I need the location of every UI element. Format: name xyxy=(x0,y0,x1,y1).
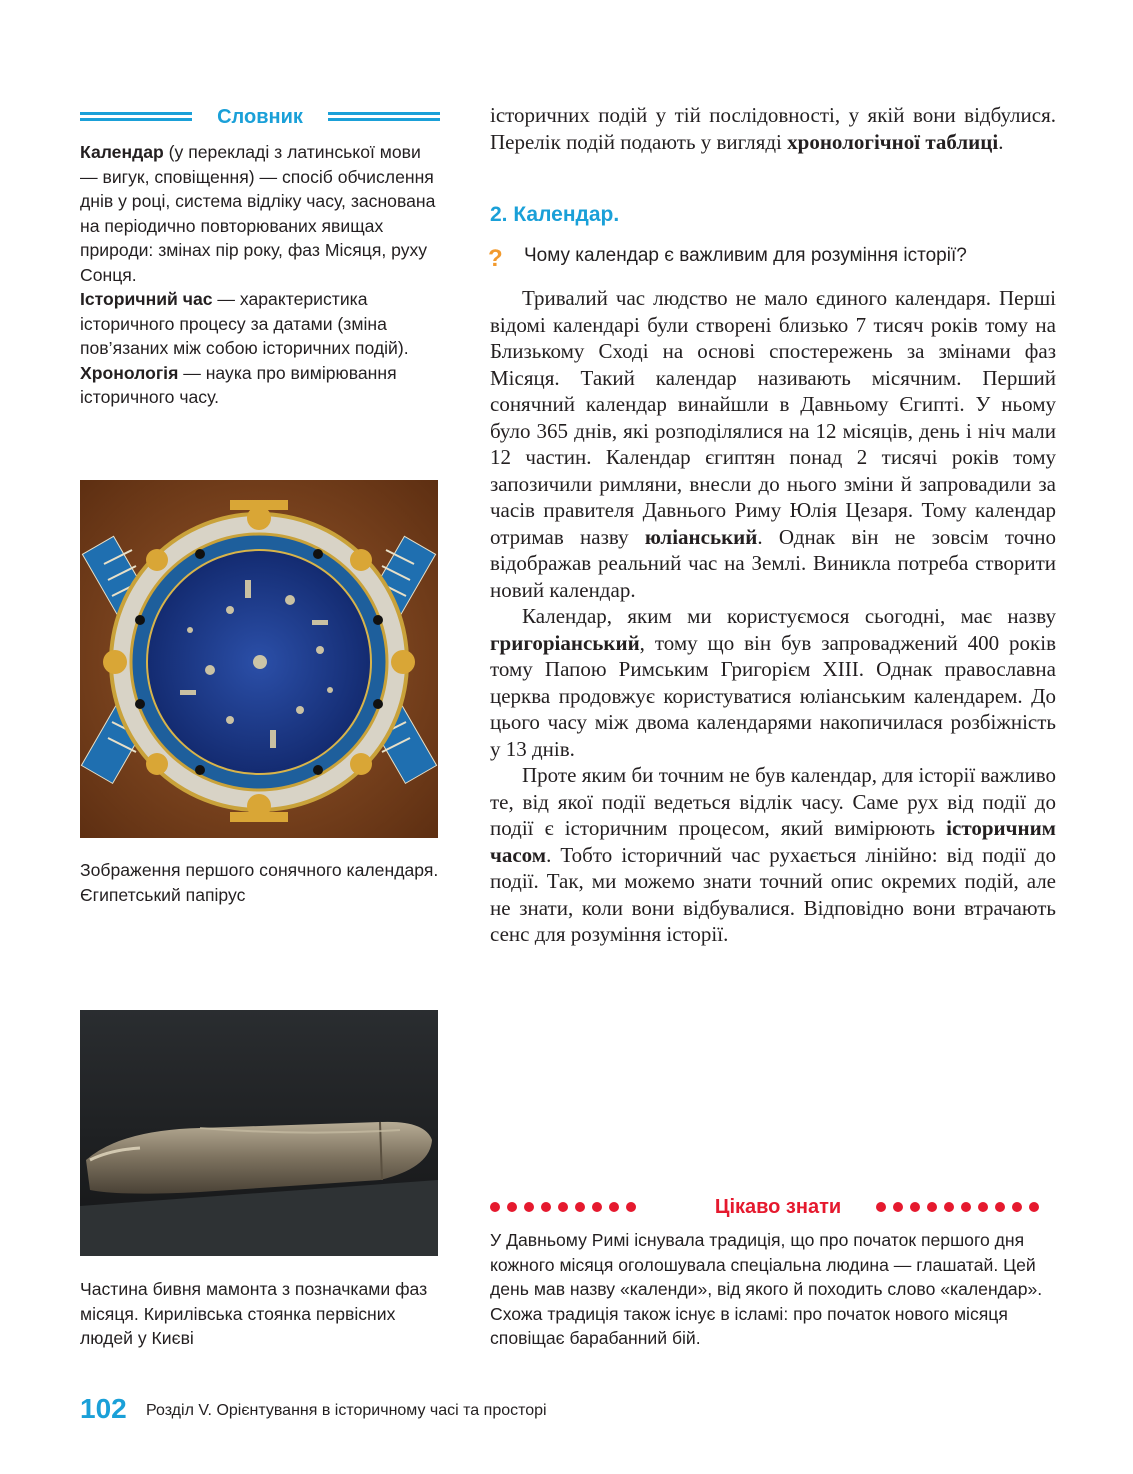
dot-icon xyxy=(575,1202,585,1212)
bold-term: історичним часом xyxy=(490,816,1056,867)
header-rule-right-2 xyxy=(328,118,440,121)
dot-icon xyxy=(626,1202,636,1212)
glossary-body xyxy=(80,140,442,410)
dot-icon xyxy=(490,1202,500,1212)
glossary-term: Хронологія xyxy=(80,362,179,383)
dot-icon xyxy=(995,1202,1005,1212)
dot-icon xyxy=(961,1202,971,1212)
header-rule-left xyxy=(80,112,192,115)
glossary-definition: — наука про вимірювання історичного часу. xyxy=(80,362,397,407)
paragraph-text: , тому що він був запроваджений 400 років тому Папою Римським Григорієм XIII. Однак православна церква продовжує користуватися юліанським календарем. До цього часу між двома календарями накопичилася розбіжність у 13 днів. xyxy=(490,630,1056,761)
glossary-entry xyxy=(80,361,442,410)
glossary-entry xyxy=(80,140,442,287)
dot-icon xyxy=(910,1202,920,1212)
page-number: 102 xyxy=(80,1393,127,1424)
egyptian-calendar-image xyxy=(80,480,438,838)
main-text xyxy=(490,285,1056,948)
section-heading: 2. Календар. xyxy=(490,203,620,226)
paragraph-text: . Тобто історичний час рухається лінійно: від події до події. Так, ми можемо знати точний опис окремих подій, але не знати, коли вони відбувалися. Відповідно вони втрачають сенс для розуміння історії. xyxy=(490,842,1056,946)
chapter-title: Розділ V. Орієнтування в історичному часі та просторі xyxy=(146,1402,547,1419)
header-rule-left-2 xyxy=(80,118,192,121)
dot-icon xyxy=(1012,1202,1022,1212)
glossary-term: Календар xyxy=(80,142,164,162)
intro-text: історичних подій у тій послідовності, у якій вони відбулися. Перелік подій подають у вигляді xyxy=(490,103,1056,154)
paragraph-text: . Однак він не зовсім точно відображав реальний час на Землі. Виникла потреба створити новий календар. xyxy=(490,524,1056,602)
dot-icon xyxy=(927,1202,937,1212)
dot-icon xyxy=(876,1202,886,1212)
dot-icon xyxy=(541,1202,551,1212)
paragraph xyxy=(490,603,1056,762)
image-caption: Зображення першого сонячного календаря. Єгипетський папірус xyxy=(80,860,439,905)
image-caption: Частина бивня мамонта з позначками фаз місяця. Кирилівська стоянка первісних людей у Києві xyxy=(80,1279,428,1348)
dot-icon xyxy=(507,1202,517,1212)
question-mark-icon: ? xyxy=(488,245,503,272)
tusk-illustration xyxy=(80,1010,438,1256)
dot-icon xyxy=(944,1202,954,1212)
glossary-definition: — характеристика історичного процесу за датами (зміна пов’язаних між собою історичних подій). xyxy=(80,289,409,358)
intro-bold-term: хронологічної таблиці xyxy=(787,129,999,154)
dots-right xyxy=(876,1202,1039,1212)
facts-header xyxy=(490,1194,1056,1220)
dots-left xyxy=(490,1202,636,1212)
paragraph-text: Проте яким би точним не був календар, для історії важливо те, від якої події ведеться відлік часу. Саме рух від події до події є історичним процесом, який вимірюють xyxy=(490,763,1056,840)
dot-icon xyxy=(609,1202,619,1212)
glossary-header xyxy=(80,104,440,130)
dot-icon xyxy=(893,1202,903,1212)
facts-title: Цікаво знати xyxy=(714,1196,842,1218)
mammoth-tusk-image xyxy=(80,1010,438,1256)
dot-icon xyxy=(524,1202,534,1212)
intro-paragraph xyxy=(490,102,1056,155)
header-rule-right xyxy=(328,112,440,115)
glossary-term: Історичний час xyxy=(80,289,213,309)
dot-icon xyxy=(978,1202,988,1212)
bold-term: юліанський xyxy=(644,524,758,549)
dot-icon xyxy=(592,1202,602,1212)
section-question: Чому календар є важливим для розуміння історії? xyxy=(524,245,967,266)
bold-term: григоріанський xyxy=(490,630,640,655)
facts-text: У Давньому Римі існувала традиція, що про початок першого дня кожного місяця оголошувала спеціальна людина — глашатай. Цей день мав назву «календи», від якого й походить слово «календар». Схожа традиція також існує в ісламі: про початок нового місяця сповіщає барабанний бій. xyxy=(490,1230,1043,1348)
glossary-entry xyxy=(80,287,442,361)
paragraph xyxy=(490,762,1056,948)
dot-icon xyxy=(1029,1202,1039,1212)
glossary-title: Словник xyxy=(217,106,303,128)
zodiac-illustration xyxy=(80,480,438,838)
glossary-definition: (у перекладі з латинської мови — вигук, сповіщення) — спосіб обчислення днів у році, система відліку часу, заснована на періодично повторюваних явищах природи: змінах пір року, фаз Місяця, руху Сонця. xyxy=(80,142,436,285)
intro-text-end: . xyxy=(998,129,1004,154)
paragraph-text: Календар, яким ми користуємося сьогодні, має назву xyxy=(522,604,1056,628)
dot-icon xyxy=(558,1202,568,1212)
paragraph-text: Тривалий час людство не мало єдиного календаря. Перші відомі календарі були створені близько 7 тисяч років тому на Близькому Сході на основі спостережень за змінами фаз Місяця. Такий календар називають місячним. Перший сонячний календар винайшли в Давньому Єгипті. У ньому було 365 днів, які розподілялися на 12 місяців, день і ніч мали 12 частин. Календар єгиптян понад 2 тисячі років тому запозичили римляни, внесли до нього зміни й запровадили за часів правителя Давнього Риму Юлія Цезаря. Тому календар отримав назву xyxy=(490,286,1056,549)
paragraph xyxy=(490,285,1056,603)
